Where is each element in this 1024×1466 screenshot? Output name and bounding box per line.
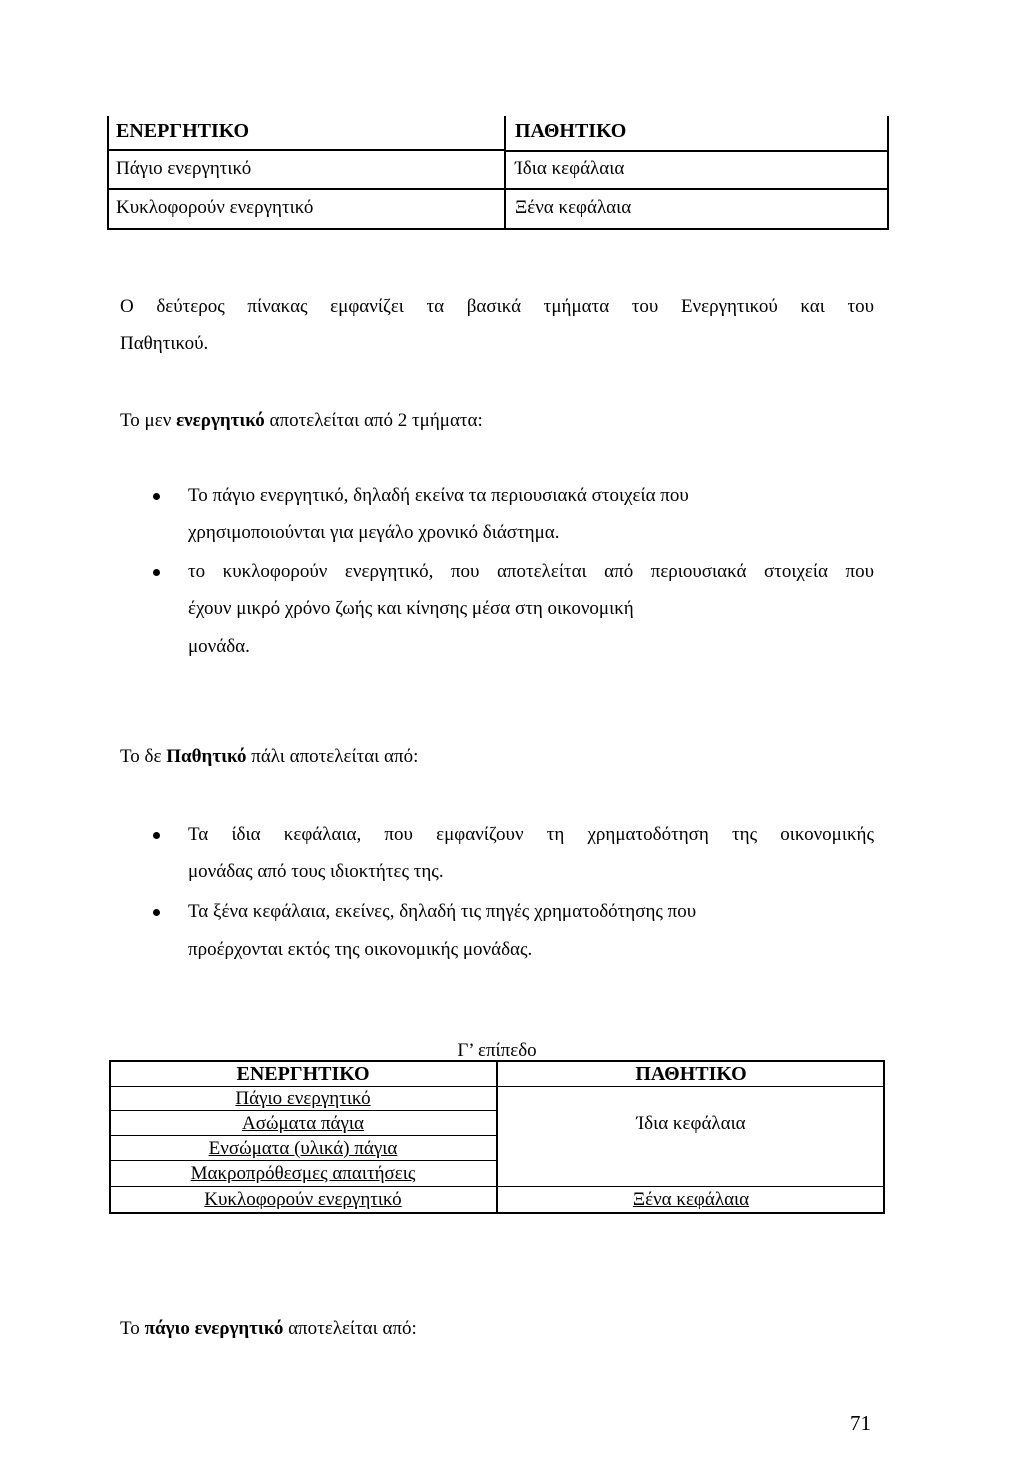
bullet-text-line: Τα ίδια κεφάλαια, που εμφανίζουν τη χρηματοδότηση της οικονομικής xyxy=(188,824,874,845)
table-border-left xyxy=(107,116,109,230)
bullet-text-line: Τα ξένα κεφάλαια, εκείνες, δηλαδή τις πηγές χρηματοδότησης που xyxy=(188,901,697,922)
table-row-divider xyxy=(109,1110,497,1111)
balance-sheet-table-level-2 xyxy=(107,116,889,230)
table-cell: Ίδια κεφάλαια xyxy=(636,1113,746,1134)
balance-sheet-table-level-3 xyxy=(109,1040,885,1214)
table-header-assets: ΕΝΕΡΓΗΤΙΚΟ xyxy=(116,120,249,142)
table-column-divider xyxy=(504,116,506,230)
bullet-text-line: έχουν μικρό χρόνο ζωής και κίνησης μέσα στη οικονομική xyxy=(188,598,634,619)
table-row-divider xyxy=(109,1160,497,1161)
table-row-divider xyxy=(107,149,504,151)
intro-paragraph-line: Ο δεύτερος πίνακας εμφανίζει τα βασικά τμήματα του Ενεργητικού και του xyxy=(120,296,874,317)
table-cell: Ασώματα πάγια xyxy=(242,1113,364,1134)
table-border-right xyxy=(887,116,889,230)
table-row-divider xyxy=(109,1186,885,1187)
table-cell: Ξένα κεφάλαια xyxy=(632,1189,750,1210)
table-caption: Γ’ επίπεδο xyxy=(457,1040,537,1061)
intro-paragraph-line: Παθητικού. xyxy=(120,333,209,354)
table-cell: Ξένα κεφάλαια xyxy=(515,197,632,218)
bullet-icon xyxy=(153,909,160,916)
table-row-divider xyxy=(504,188,889,190)
table-cell: Πάγιο ενεργητικό xyxy=(235,1088,371,1109)
table-header-liabilities: ΠΑΘΗΤΙΚΟ xyxy=(515,120,627,142)
bullet-text-line: προέρχονται εκτός της οικονομικής μονάδας. xyxy=(188,939,533,960)
bullet-text-line: μονάδα. xyxy=(188,636,250,657)
bullet-text-line: χρησιμοποιούνται για μεγάλο χρονικό διάστημα. xyxy=(188,522,560,543)
liabilities-intro-paragraph: Το δε Παθητικό πάλι αποτελείται από: xyxy=(120,746,419,767)
table-cell: Μακροπρόθεσμες απαιτήσεις xyxy=(190,1163,416,1184)
bullet-text-line: το κυκλοφορούν ενεργητικό, που αποτελείται από περιουσιακά στοιχεία που xyxy=(188,561,874,582)
table-header-assets: ΕΝΕΡΓΗΤΙΚΟ xyxy=(236,1063,370,1085)
bullet-icon xyxy=(153,493,160,500)
table-cell: Κυκλοφορούν ενεργητικό xyxy=(116,197,314,218)
table-row-divider xyxy=(107,188,504,190)
bullet-text-line: Το πάγιο ενεργητικό, δηλαδή εκείνα τα περιουσιακά στοιχεία που xyxy=(188,485,689,506)
table-row-divider xyxy=(109,1086,885,1087)
table-cell: Πάγιο ενεργητικό xyxy=(116,158,252,179)
table-header-liabilities: ΠΑΘΗΤΙΚΟ xyxy=(635,1063,747,1085)
table-row-divider xyxy=(109,1135,497,1136)
assets-intro-paragraph: Το μεν ενεργητικό αποτελείται από 2 τμήματα: xyxy=(120,410,483,431)
table-cell: Κυκλοφορούν ενεργητικό xyxy=(204,1189,402,1210)
bullet-text-line: μονάδας από τους ιδιοκτήτες της. xyxy=(188,861,444,882)
fixed-assets-intro-paragraph: Το πάγιο ενεργητικό αποτελείται από: xyxy=(120,1318,417,1339)
table-cell: Ενσώματα (υλικά) πάγια xyxy=(208,1138,398,1159)
bullet-icon xyxy=(153,569,160,576)
table-row-divider xyxy=(504,150,889,152)
bullet-icon xyxy=(153,832,160,839)
page-number: 71 xyxy=(850,1411,871,1435)
table-border-bottom xyxy=(107,228,889,230)
table-cell: Ίδια κεφάλαια xyxy=(515,158,625,179)
